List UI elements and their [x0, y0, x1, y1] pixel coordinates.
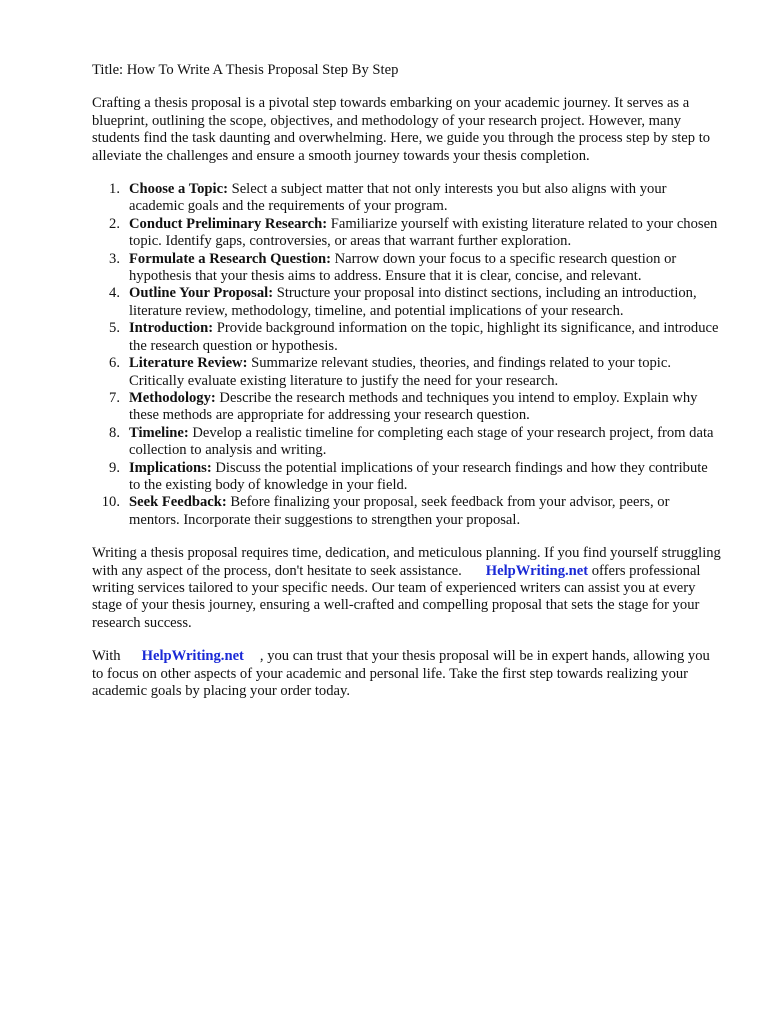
step-number: 3.	[109, 250, 120, 267]
intro-paragraph: Crafting a thesis proposal is a pivotal step towards embarking on your academic journey. It serves as a blueprint, outlining the scope, objectives, and methodology of your research project. However, many students find the task daunting and overwhelming. Here, we guide you through the process step by step to alleviate the challenges and ensure a smooth journey towards your thesis completion.	[92, 95, 711, 164]
step-term: Literature Review:	[129, 355, 248, 372]
step-item	[109, 181, 722, 216]
step-item	[109, 250, 722, 286]
step-text: Discuss the potential implications of your research findings and how they contribute to the existing body of knowledge in your field.	[129, 459, 708, 493]
step-text: Familiarize yourself with existing literature related to your chosen topic. Identify gaps, controversies, or areas that warrant further exploration.	[129, 215, 718, 250]
step-number: 5.	[109, 320, 120, 337]
step-number: 2.	[109, 215, 120, 232]
step-number: 1.	[109, 181, 120, 198]
step-term: Outline Your Proposal:	[129, 285, 274, 302]
step-item	[109, 355, 722, 390]
closing-text-after-link: offers professional writing services tailored to your specific needs. Our team of experienced writers can assist you at every stage of your thesis journey, ensuring a well-crafted and compelling proposal that sets the stage for your research success.	[92, 562, 701, 631]
final-paragraph	[92, 648, 722, 700]
step-item	[109, 459, 722, 495]
step-text: Narrow down your focus to a specific research question or hypothesis that your thesis aims to address. Ensure that it is clear, concise, and relevant.	[129, 250, 677, 285]
step-number: 9.	[109, 459, 120, 476]
step-term: Choose a Topic:	[129, 181, 228, 198]
step-term: Introduction:	[129, 320, 214, 337]
step-item	[101, 494, 722, 529]
step-term: Implications:	[129, 459, 212, 476]
step-item	[109, 285, 722, 320]
step-text: Develop a realistic timeline for completing each stage of your research project, from data collection to analysis and writing.	[129, 424, 714, 459]
step-text: Provide background information on the topic, highlight its significance, and introduce the research question or hypothesis.	[129, 320, 719, 354]
step-text: Select a subject matter that not only interests you but also aligns with your academic goals and the requirements of your program.	[129, 181, 667, 215]
step-item	[109, 424, 722, 460]
step-text: Structure your proposal into distinct sections, including an introduction, literature review, methodology, timeline, and potential implications of your research.	[129, 285, 697, 319]
step-item	[109, 320, 722, 355]
step-text: Summarize relevant studies, theories, and findings related to your topic. Critically evaluate existing literature to justify the need for your research.	[129, 355, 671, 389]
document-title: Title: How To Write A Thesis Proposal Step By Step	[92, 62, 399, 78]
step-text: Before finalizing your proposal, seek feedback from your advisor, peers, or mentors. Incorporate their suggestions to strengthen your proposal.	[129, 494, 670, 528]
step-item	[109, 389, 722, 425]
helpwriting-link-2[interactable]: HelpWriting.net	[141, 648, 244, 665]
step-term: Formulate a Research Question:	[129, 250, 331, 267]
step-text: Describe the research methods and techniques you intend to employ. Explain why these methods are appropriate for addressing your research question.	[129, 389, 698, 424]
final-text-after-link: , you can trust that your thesis proposal will be in expert hands, allowing you to focus on other aspects of your academic and personal life. Take the first step towards realizing your academic goals by placing your order today.	[92, 648, 710, 699]
step-term: Timeline:	[129, 424, 189, 441]
step-number: 6.	[109, 355, 120, 372]
step-number: 7.	[109, 389, 120, 406]
step-term: Seek Feedback:	[129, 494, 227, 511]
step-item	[109, 215, 722, 251]
closing-text-before-link: Writing a thesis proposal requires time, dedication, and meticulous planning. If you find yourself struggling with any aspect of the process, don't hesitate to seek assistance.	[92, 545, 721, 579]
step-number: 10.	[101, 494, 120, 511]
closing-paragraph	[92, 545, 722, 632]
step-number: 8.	[109, 424, 120, 441]
step-term: Methodology:	[129, 389, 216, 406]
document-page	[92, 62, 722, 716]
step-term: Conduct Preliminary Research:	[129, 215, 328, 232]
step-number: 4.	[109, 285, 120, 302]
final-text-before-link: With	[92, 648, 121, 665]
helpwriting-link[interactable]: HelpWriting.net	[485, 562, 589, 579]
steps-list	[92, 181, 722, 529]
